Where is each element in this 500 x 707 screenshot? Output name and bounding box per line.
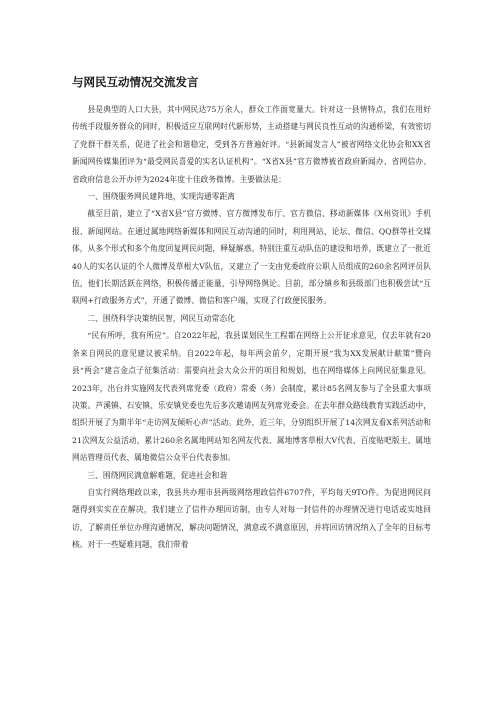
section-2-paragraph: “民有所呼，我有所应”。自2022年起，我县谋划民生工程都在网络上公开征求意见，仅去年就有20条来自网民的意见建议被采纳。自2022年起，每年两会前夕，定期开展“我为XX发展献计献策”暨向县“两会”建言金点子征集活动：需要向社会大众公开的项目和规划，也在网络媒体上向网民征集意见。2023年，出台并实施网友代表列席党委（政府）常委（务）会制度，累计85名网友参与了全县重大事项决策。芦溪镇、石安镇、乐安镇党委也先后多次邀请网友列席党委会。在去年群众路线教育实践活动中，组织开展了为期半年“走访网友倾听心声”活动。此外，近三年，分别组织开展了14次网友看X系列活动和21次网友公益活动，累计260余名属地网站知名网友代表、属地博客草根大V代表、百度贴吧版主、属地网站管理员代表、属地微信公众平台代表参加。 [72,331,431,463]
intro-paragraph: 县是典型的人口大县，其中网民达75万余人，群众工作面宽量大。针对这一县情特点，我们在用好传统手段服务群众的同时，积极适应互联网时代新形势，主动搭建与网民良性互动的沟通桥梁，有效密切了党群干群关系，促进了社会和谐稳定，受到各方普遍好评。“县新闻发言人”被省网络文化协会和XX省新闻网传媒集团评为“最受网民喜爱的实名认证机构”。“X省X县”官方微博被省政府新闻办、省网信办、省政府信息公开办评为2024年度十佳政务微博。主要做法是： [72,105,431,184]
section-1-paragraph: 截至目前，建立了“X省X县”官方微博、官方微博发布厅、官方微信、移动新媒体《X州资讯》手机报、新闻网站。在通过属地网络新媒体和网民互动沟通的同时，利用网站、论坛、微信、QQ群等社交媒体，从多个形式和多个角度回复网民问题，释疑解惑。特别注重互动队伍的建设和培养，既建立了一批近40人的实名认证的个人微博及草根大V队伍，又建立了一支由党委政府公职人员组成的260余名网评员队伍，他们长期活跃在网络，积极传播正能量，引导网络舆论。目前，部分镇乡和县级部门也积极尝试“互联网+行政服务方式”，开通了微博、微信和客户端，实现了行政便民服务。 [72,209,431,306]
document-title: 与网民互动情况交流发言 [72,75,199,89]
document-body [72,101,431,554]
section-3-paragraph: 自实行网络理政以来，我县共办理市县两级网络理政信件6707件，平均每天9TO件。为促进网民问题得到实实在在解决，我们建立了信件办理回访制，由专人对每一封信件的办理情况进行电话或实地回访，了解责任单位办理沟通情况，解决问题情况，满意或不满意原因，并将回访情况纳入了全年的目标考核。对于一些疑难问题，我们带着 [72,487,431,550]
section-heading-1: 一、围绕服务网民建阵地，实现沟通零距离 [87,192,235,202]
section-heading-2: 二、围绕科学决策纳民智，网民互动常态化 [87,313,235,323]
section-heading-3: 三、围绕网民满意解难题，促进社会和谐 [87,470,228,480]
